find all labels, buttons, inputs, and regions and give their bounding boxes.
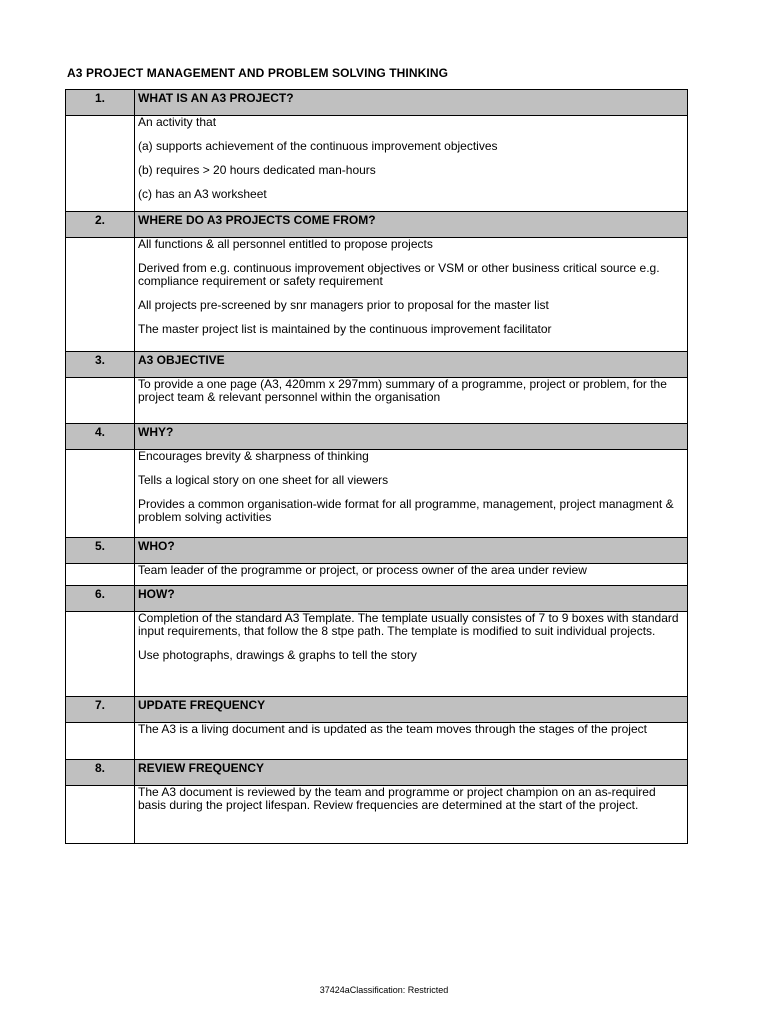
section-number: 5. [66,538,135,564]
section-number-blank [66,238,135,352]
section-body [135,786,688,844]
section-paragraph: To provide a one page (A3, 420mm x 297mm) summary of a programme, project or problem, for the project team & relevant personnel within the organisation [138,377,667,404]
section-body [135,238,688,352]
section-body [135,564,688,586]
section-number: 6. [66,586,135,612]
section-number: 4. [66,424,135,450]
section-paragraph: The A3 document is reviewed by the team and programme or project champion on an as-required basis during the project lifespan. Review frequencies are determined at the start of the project. [138,785,656,812]
section-paragraph: The master project list is maintained by the continuous improvement facilitator [138,322,552,336]
document-title: A3 PROJECT MANAGEMENT AND PROBLEM SOLVING THINKING [67,66,449,80]
section-paragraph: (b) requires > 20 hours dedicated man-hours [138,163,376,177]
section-body [135,723,688,760]
section-number-blank [66,378,135,424]
section-header-row [66,697,688,723]
section-header-row [66,424,688,450]
section-paragraph: Completion of the standard A3 Template. The template usually consistes of 7 to 9 boxes with standard input requirements, that follow the 8 stpe path. The template is modified to suit individual projects. [138,611,679,638]
section-number: 7. [66,697,135,723]
section-body [135,378,688,424]
section-heading: WHY? [135,424,688,450]
section-number: 8. [66,760,135,786]
section-header-row [66,90,688,116]
section-body-row [66,612,688,697]
section-header-row [66,760,688,786]
section-body-row [66,378,688,424]
section-number-blank [66,723,135,760]
section-heading: WHO? [135,538,688,564]
section-paragraph: All functions & all personnel entitled to propose projects [138,237,433,251]
section-body-row [66,116,688,212]
section-number-blank [66,450,135,538]
a3-table [65,89,688,844]
section-body [135,116,688,212]
section-body [135,612,688,697]
section-paragraph: Encourages brevity & sharpness of thinking [138,449,369,463]
section-number-blank [66,116,135,212]
section-body-row [66,450,688,538]
section-paragraph: Tells a logical story on one sheet for all viewers [138,473,389,487]
section-paragraph: All projects pre-screened by snr managers prior to proposal for the master list [138,298,549,312]
footer-classification: 37424aClassification: Restricted [319,985,449,995]
section-header-row [66,538,688,564]
section-heading: UPDATE FREQUENCY [135,697,688,723]
section-header-row [66,212,688,238]
section-paragraph: (a) supports achievement of the continuous improvement objectives [138,139,498,153]
section-heading: WHAT IS AN A3 PROJECT? [135,90,688,116]
section-paragraph: Derived from e.g. continuous improvement objectives or VSM or other business critical source e.g. compliance requirement or safety requirement [138,261,660,288]
section-header-row [66,586,688,612]
section-heading: REVIEW FREQUENCY [135,760,688,786]
section-body-row [66,723,688,760]
section-number-blank [66,564,135,586]
section-paragraph: Use photographs, drawings & graphs to tell the story [138,648,417,662]
section-heading: A3 OBJECTIVE [135,352,688,378]
section-heading: WHERE DO A3 PROJECTS COME FROM? [135,212,688,238]
section-body-row [66,564,688,586]
section-header-row [66,352,688,378]
section-paragraph: (c) has an A3 worksheet [138,187,267,201]
section-paragraph: Provides a common organisation-wide format for all programme, management, project managment & problem solving activities [138,497,674,524]
section-paragraph: Team leader of the programme or project, or process owner of the area under review [138,563,587,577]
section-number: 1. [66,90,135,116]
section-number: 2. [66,212,135,238]
section-body-row [66,238,688,352]
section-number-blank [66,612,135,697]
section-number-blank [66,786,135,844]
a3-table-body [66,90,688,844]
section-body-row [66,786,688,844]
section-body [135,450,688,538]
section-paragraph: An activity that [138,115,217,129]
section-paragraph: The A3 is a living document and is updated as the team moves through the stages of the project [138,722,647,736]
section-number: 3. [66,352,135,378]
section-heading: HOW? [135,586,688,612]
